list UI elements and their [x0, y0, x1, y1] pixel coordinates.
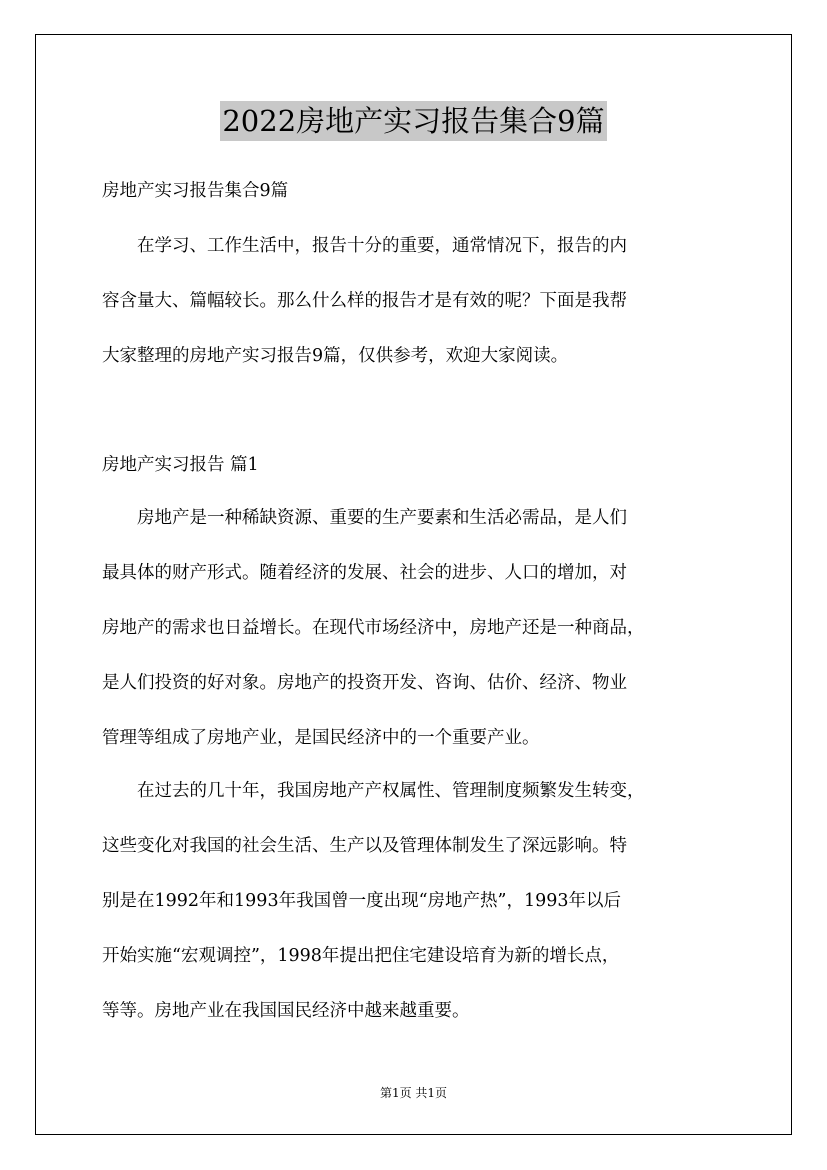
paragraph-1 [102, 507, 742, 749]
paragraph-line: 是人们投资的好对象。房地产的投资开发、咨询、估价、经济、物业 [102, 673, 627, 693]
paragraph-line: 在过去的几十年，我国房地产产权属性、管理制度频繁发生转变， [102, 781, 645, 801]
section-heading-text: 房地产实习报告 篇1 [102, 455, 259, 475]
section-heading [102, 454, 742, 476]
paragraph-line: 等等。房地产业在我国国民经济中越来越重要。 [102, 1001, 470, 1021]
paragraph-line: 别是在1992年和1993年我国曾一度出现“房地产热”，1993年以后 [102, 891, 621, 911]
paragraph-line: 房地产是一种稀缺资源、重要的生产要素和生活必需品，是人们 [102, 508, 627, 528]
document-subtitle [102, 180, 742, 202]
subtitle-text: 房地产实习报告集合9篇 [102, 181, 289, 201]
intro-line: 在学习、工作生活中，报告十分的重要，通常情况下，报告的内 [102, 236, 627, 256]
paragraph-line: 最具体的财产形式。随着经济的发展、社会的进步、人口的增加，对 [102, 563, 627, 583]
intro-line: 大家整理的房地产实习报告9篇，仅供参考，欢迎大家阅读。 [102, 346, 569, 366]
paragraph-line: 房地产的需求也日益增长。在现代市场经济中，房地产还是一种商品， [102, 618, 645, 638]
paragraph-line: 开始实施“宏观调控”，1998年提出把住宅建设培育为新的增长点， [102, 946, 620, 966]
paragraph-2 [102, 780, 742, 1022]
intro-line: 容含量大、篇幅较长。那么什么样的报告才是有效的呢？下面是我帮 [102, 291, 627, 311]
title-container [0, 101, 827, 141]
page-footer [0, 1085, 827, 1101]
page-number: 第1页 共1页 [379, 1086, 448, 1100]
document-title: 2022房地产实习报告集合9篇 [220, 101, 606, 141]
paragraph-line: 管理等组成了房地产业，是国民经济中的一个重要产业。 [102, 728, 540, 748]
paragraph-line: 这些变化对我国的社会生活、生产以及管理体制发生了深远影响。特 [102, 836, 627, 856]
intro-paragraph [102, 235, 742, 367]
